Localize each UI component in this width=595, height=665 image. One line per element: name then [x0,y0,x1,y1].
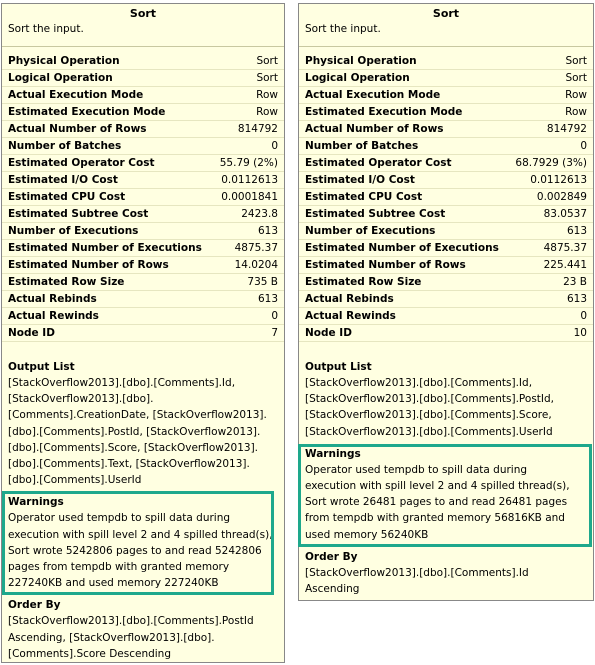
property-name: Physical Operation [8,55,120,67]
output-list-label: Output List [8,361,75,373]
tooltip-title: Sort [129,7,157,20]
warnings-label: Warnings [8,496,64,509]
property-name: Estimated Execution Mode [8,106,166,118]
order-by-section [299,549,593,597]
property-name: Estimated Row Size [305,276,422,288]
property-value: 613 [257,225,278,237]
divider [299,352,593,353]
property-row [2,325,284,342]
property-row [2,291,284,308]
text-line: [StackOverflow2013].[dbo].[Comments].PostId [8,615,254,628]
property-row [2,155,284,172]
text-line: [dbo].[Comments].Score, [StackOverflow2013]. [8,441,259,454]
property-row [2,257,284,274]
property-value: 0 [580,140,587,152]
property-row [299,274,593,291]
divider [2,46,284,47]
property-value: 613 [566,293,587,305]
property-name: Actual Rebinds [305,293,394,305]
property-value: 55.79 (2%) [219,157,278,169]
property-name: Node ID [305,327,352,339]
property-value: 0 [580,310,587,322]
property-row [2,104,284,121]
order-by-section [2,597,284,662]
property-value: Row [256,89,278,101]
tooltip-description: Sort the input. [8,23,84,35]
output-list-body [8,375,278,488]
property-name: Actual Rebinds [8,293,97,305]
property-value: 4875.37 [234,242,278,254]
text-line: execution with spill level 2 and 4 spilled thread(s), [8,528,273,541]
property-row [2,206,284,223]
property-value: 83.0537 [543,208,587,220]
properties-table [299,53,593,342]
property-name: Estimated Row Size [8,276,125,288]
property-row [2,121,284,138]
property-row [299,257,593,274]
property-row [299,189,593,206]
warnings-label: Warnings [305,447,361,460]
property-value: 0 [271,310,278,322]
text-line: [StackOverflow2013].[dbo].[Comments].UserId [305,425,553,438]
property-row [299,104,593,121]
order-by-label: Order By [8,599,61,612]
property-name: Estimated Number of Executions [305,242,499,254]
property-row [299,53,593,70]
property-name: Number of Batches [8,140,122,152]
property-row [299,70,593,87]
property-name: Estimated I/O Cost [8,174,118,186]
property-row [2,138,284,155]
warnings-body [305,462,587,543]
property-name: Node ID [8,327,55,339]
order-by-label: Order By [305,550,358,563]
property-row [2,172,284,189]
text-line: Sort wrote 5242806 pages to and read 5242806 [8,544,262,557]
property-name: Actual Rewinds [8,310,99,322]
property-name: Estimated Number of Rows [8,259,169,271]
text-line: [dbo].[Comments].UserId [8,474,142,487]
output-list-label: Output List [305,361,372,373]
property-value: 0.002849 [536,191,587,203]
output-list-section [2,359,284,488]
warnings-section [299,446,593,543]
property-name: Physical Operation [305,55,417,67]
text-line: [dbo].[Comments].PostId, [StackOverflow2013]. [8,425,261,438]
text-line: pages from tempdb with granted memory [8,561,230,574]
property-value: 0.0001841 [221,191,278,203]
property-row [2,240,284,257]
property-name: Logical Operation [305,72,410,84]
property-value: 814792 [546,123,587,135]
property-name: Number of Executions [305,225,436,237]
text-line: [Comments].CreationDate, [StackOverflow2013]. [8,409,267,422]
text-line: [dbo].[Comments].Text, [StackOverflow2013]. [8,458,250,471]
property-row [2,274,284,291]
text-line: Sort wrote 26481 pages to and read 26481 pages [305,496,568,509]
property-value: 735 B [247,276,278,288]
property-row [299,240,593,257]
property-name: Actual Number of Rows [8,123,147,135]
property-value: 10 [573,327,587,339]
property-name: Estimated Number of Rows [305,259,466,271]
property-row [2,308,284,325]
property-value: 2423.8 [241,208,278,220]
property-value: 14.0204 [234,259,278,271]
text-line: used memory 56240KB [305,528,429,541]
property-value: 0.0112613 [221,174,278,186]
property-value: 68.7929 (3%) [515,157,587,169]
property-row [2,53,284,70]
tooltip-title: Sort [432,7,460,20]
property-name: Estimated Number of Executions [8,242,202,254]
property-row [299,172,593,189]
sort-tooltip-left [1,3,285,663]
sort-tooltip-right [298,3,594,601]
property-name: Estimated Subtree Cost [8,208,149,220]
property-row [2,223,284,240]
text-line: [Comments].Score Descending [8,647,171,660]
text-line: [StackOverflow2013].[dbo].[Comments].PostId, [305,393,555,406]
output-list-section [299,359,593,440]
warnings-section [2,494,284,591]
property-value: Row [565,89,587,101]
property-value: 814792 [237,123,278,135]
property-value: 7 [271,327,278,339]
divider [299,46,593,47]
property-name: Actual Rewinds [305,310,396,322]
property-row [299,121,593,138]
property-row [2,70,284,87]
property-value: Sort [256,72,278,84]
property-name: Actual Execution Mode [8,89,144,101]
property-name: Estimated Operator Cost [8,157,155,169]
properties-table [2,53,284,342]
property-name: Estimated CPU Cost [8,191,126,203]
property-value: Sort [565,55,587,67]
property-value: Row [256,106,278,118]
property-name: Actual Execution Mode [305,89,441,101]
warnings-body [8,510,278,591]
text-line: [StackOverflow2013].[dbo]. [8,393,154,406]
order-by-body [305,565,587,597]
text-line: [StackOverflow2013].[dbo].[Comments].Score, [305,409,552,422]
property-value: 23 B [563,276,587,288]
text-line: execution with spill level 2 and 4 spilled thread(s), [305,480,570,493]
text-line: 227240KB and used memory 227240KB [8,577,219,590]
property-name: Actual Number of Rows [305,123,444,135]
property-value: Sort [256,55,278,67]
property-value: Row [565,106,587,118]
property-name: Estimated Execution Mode [305,106,463,118]
text-line: [StackOverflow2013].[dbo].[Comments].Id [305,566,529,579]
property-name: Estimated CPU Cost [305,191,423,203]
property-value: Sort [565,72,587,84]
text-line: from tempdb with granted memory 56816KB and [305,512,565,525]
property-name: Estimated I/O Cost [305,174,415,186]
text-line: [StackOverflow2013].[dbo].[Comments].Id, [305,377,533,389]
text-line: [StackOverflow2013].[dbo].[Comments].Id, [8,377,236,389]
text-line: Ascending, [StackOverflow2013].[dbo]. [8,631,215,644]
text-line: Operator used tempdb to spill data during [8,512,231,525]
divider [2,352,284,353]
property-name: Estimated Subtree Cost [305,208,446,220]
output-list-body [305,375,587,440]
property-row [299,223,593,240]
property-row [299,138,593,155]
text-line: Ascending [305,583,360,596]
property-value: 0 [271,140,278,152]
tooltip-description: Sort the input. [305,23,381,35]
property-value: 4875.37 [543,242,587,254]
property-row [2,189,284,206]
property-row [299,308,593,325]
property-row [299,206,593,223]
property-row [299,155,593,172]
property-row [299,325,593,342]
property-value: 0.0112613 [530,174,587,186]
text-line: Operator used tempdb to spill data during [305,463,528,476]
property-value: 613 [566,225,587,237]
property-row [2,87,284,104]
order-by-body [8,613,278,662]
property-name: Estimated Operator Cost [305,157,452,169]
property-name: Number of Executions [8,225,139,237]
property-name: Number of Batches [305,140,419,152]
property-row [299,87,593,104]
property-value: 225.441 [543,259,587,271]
property-name: Logical Operation [8,72,113,84]
property-row [299,291,593,308]
property-value: 613 [257,293,278,305]
